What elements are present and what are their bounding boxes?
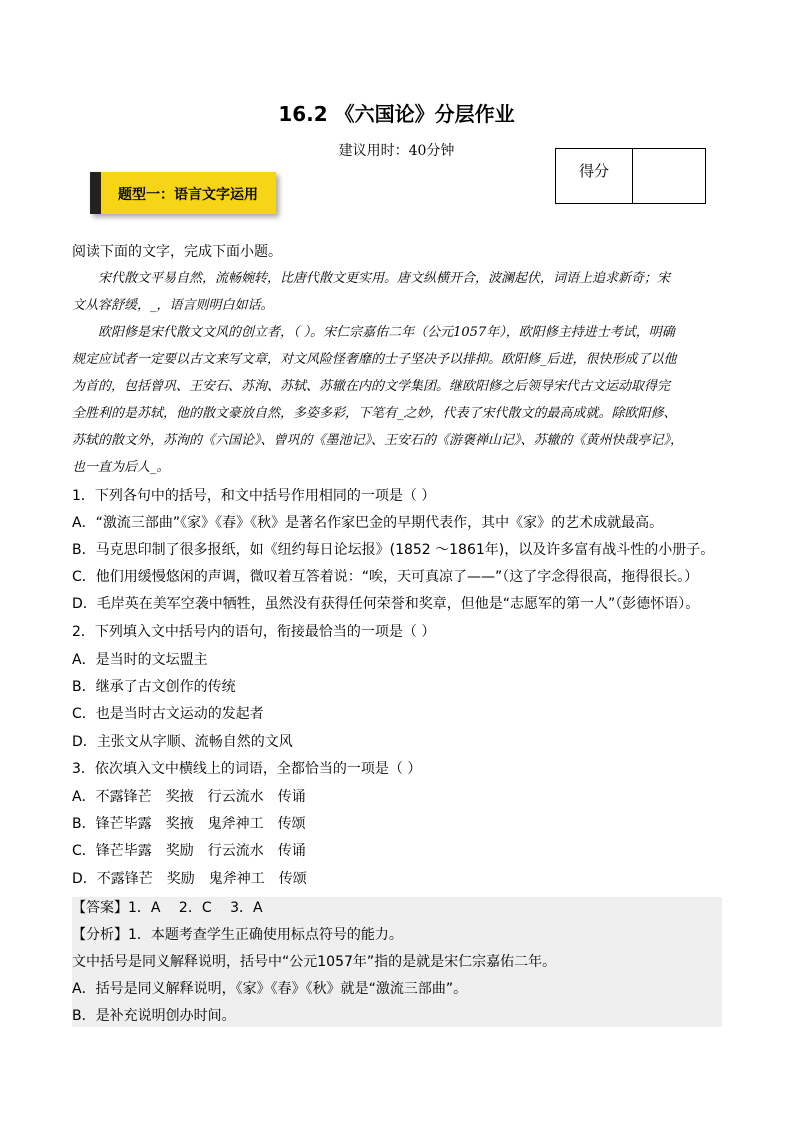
section-label: 题型一：语言文字运用 [118, 187, 258, 203]
score-box [555, 148, 706, 204]
banner-accent [90, 172, 101, 214]
answer-line: 【答案】1．A 2．C 3．A [72, 900, 263, 916]
question-2-option-d: D．主张文从字顺、流畅自然的文风 [72, 734, 293, 750]
question-3: 3．依次填入文中横线上的词语，全都恰当的一项是（ ） [72, 761, 422, 777]
question-1-option-d: D．毛岸英在美军空袭中牺牲，虽然没有获得任何荣誉和奖章，但他是“志愿军的第一人”（彭德怀语）。 [72, 596, 700, 612]
passage-line: 宋代散文平易自然，流畅婉转，比唐代散文更实用。唐文纵横开合，波澜起伏，词语上追求新奇；宋 [72, 271, 671, 286]
question-1-option-c: C．他们用缓慢悠闲的声调，微叹着互答着说：“唉，天可真凉了——”（这了字念得很高，拖得很长。） [72, 569, 699, 585]
passage-line: 为首的，包括曾巩、王安石、苏洵、苏轼、苏辙在内的文学集团。继欧阳修之后领导宋代古文运动取得完 [72, 379, 671, 394]
passage-line: 欧阳修是宋代散文文风的创立者，（ ）。宋仁宗嘉佑二年（公元1057年），欧阳修主持进士考试，明确 [72, 325, 675, 340]
question-1-option-b: B．马克思印制了很多报纸，如《纽约每日论坛报》(1852 ～1861年)，以及许多富有战斗性的小册子。 [72, 542, 715, 558]
question-1-option-a: A．“激流三部曲”《家》《春》《秋》是著名作家巴金的早期代表作，其中《家》的艺术成就最高。 [72, 515, 664, 531]
suggested-time: 建议用时：40分钟 [338, 143, 455, 159]
section-banner [90, 172, 276, 214]
question-3-option-a: A．不露锋芒 奖掖 行云流水 传诵 [72, 789, 306, 805]
question-2-option-a: A．是当时的文坛盟主 [72, 652, 208, 668]
passage-line: 文从容舒缓，_，语言则明白如话。 [72, 298, 274, 313]
passage-line: 全胜利的是苏轼，他的散文豪放自然，多姿多彩，下笔有_之妙，代表了宋代散文的最高成就。除欧阳修、 [72, 406, 677, 421]
question-3-option-c: C．锋芒毕露 奖励 行云流水 传诵 [72, 843, 306, 859]
score-value-field[interactable] [633, 149, 705, 203]
question-3-option-d: D．不露锋芒 奖励 鬼斧神工 传颂 [72, 871, 307, 887]
analysis-line: A．括号是同义解释说明，《家》《春》《秋》就是“激流三部曲”。 [72, 981, 468, 997]
instruction-text: 阅读下面的文字，完成下面小题。 [72, 244, 282, 260]
passage-line: 规定应试者一定要以古文来写文章，对文风险怪奢靡的士子坚决予以排抑。欧阳修_后进，很快形成了以他 [72, 352, 677, 367]
analysis-line: 文中括号是同义解释说明，括号中“公元1057年”指的是就是宋仁宗嘉佑二年。 [72, 954, 557, 970]
page-title: 16.2 《六国论》分层作业 [278, 102, 515, 126]
score-label: 得分 [556, 149, 633, 203]
question-2-option-c: C．也是当时古文运动的发起者 [72, 706, 264, 722]
question-3-option-b: B．锋芒毕露 奖掖 鬼斧神工 传颂 [72, 816, 306, 832]
analysis-line: 【分析】1．本题考查学生正确使用标点符号的能力。 [72, 927, 403, 943]
question-2-option-b: B．继承了古文创作的传统 [72, 679, 236, 695]
passage-line: 苏轼的散文外，苏洵的《六国论》、曾巩的《墨池记》、王安石的《游褒禅山记》、苏辙的《黄州快哉亭记》， [72, 433, 684, 448]
question-1: 1．下列各句中的括号，和文中括号作用相同的一项是（ ） [72, 488, 436, 504]
passage-line: 也一直为后人_。 [72, 460, 170, 475]
question-2: 2．下列填入文中括号内的语句，衔接最恰当的一项是（ ） [72, 624, 436, 640]
analysis-line: B．是补充说明创办时间。 [72, 1008, 236, 1024]
